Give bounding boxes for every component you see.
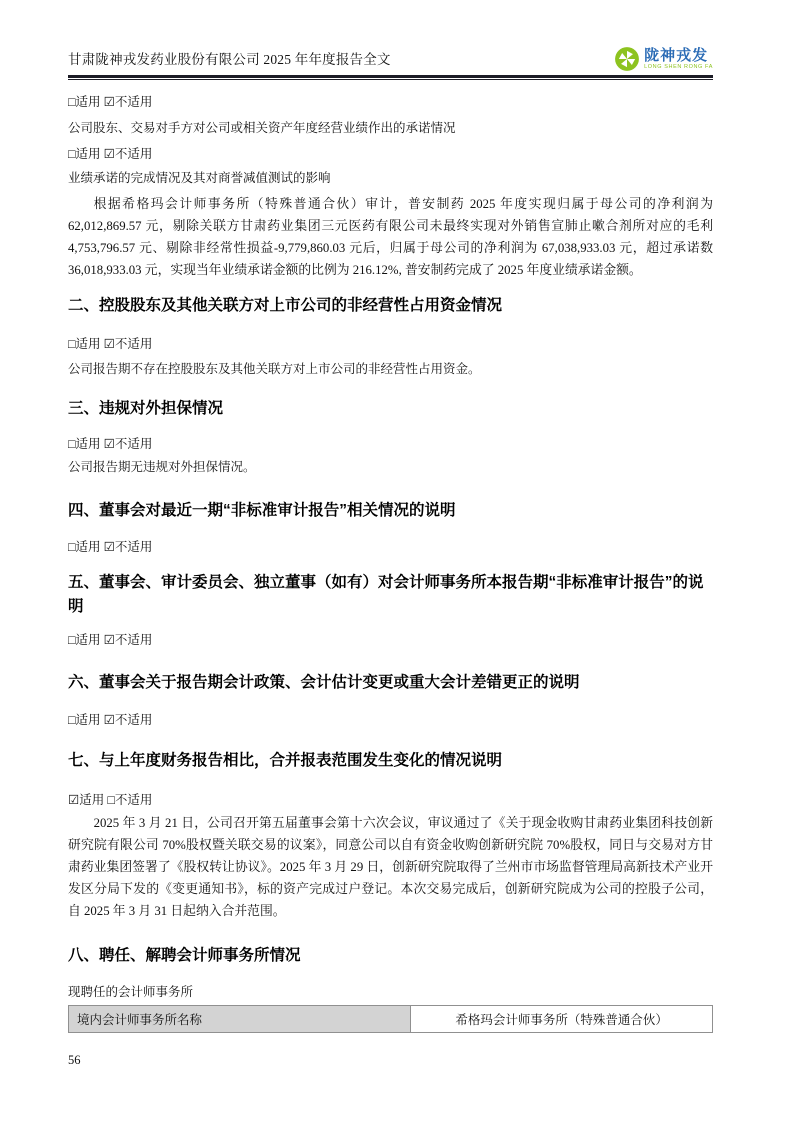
applicability-line: □适用 ☑不适用 xyxy=(68,437,153,451)
section-8-subtitle: 现聘任的会计师事务所 xyxy=(68,985,194,999)
section-title-7: 七、与上年度财务报告相比，合并报表范围发生变化的情况说明 xyxy=(68,752,503,769)
section-title-8: 八、聘任、解聘会计师事务所情况 xyxy=(68,947,301,964)
applicability-line: □适用 ☑不适用 xyxy=(68,147,153,161)
logo-en-text: LONG SHEN RONG FA xyxy=(644,63,713,70)
logo-text xyxy=(644,48,713,71)
section-title-6: 六、董事会关于报告期会计政策、会计估计变更或重大会计差错更正的说明 xyxy=(68,674,580,691)
applicability-line: □适用 ☑不适用 xyxy=(68,540,153,554)
accounting-firm-table xyxy=(68,1005,713,1033)
consolidation-scope-paragraph: 2025 年 3 月 21 日，公司召开第五届董事会第十六次会议，审议通过了《关于现金收购甘肃药业集团科技创新研究院有限公司 70%股权暨关联交易的议案》，同意公司以自有资金收购创新研究院 70%股权，同日与交易对方甘肃药业集团签署了《股权转让协议》。2025 年 3 月 29 日，创新研究院取得了兰州市市场监督管理局高新技术产业开发区分局下发的《变更通知书》，标的资产完成过户登记。本次交易完成后，创新研究院成为公司的控股子公司，自 2025 年 3 月 31 日起纳入合并范围。 xyxy=(68,816,713,918)
logo-cn-text: 陇神戎发 xyxy=(644,46,709,64)
header-rule-thin xyxy=(68,79,713,80)
report-content xyxy=(68,94,713,1033)
header-row xyxy=(68,46,713,75)
page-number: 56 xyxy=(68,1053,81,1067)
applicability-line: □适用 ☑不适用 xyxy=(68,337,153,351)
section-title-5: 五、董事会、审计委员会、独立董事（如有）对会计师事务所本报告期“非标准审计报告”的说明 xyxy=(68,574,704,615)
section-title-2: 二、控股股东及其他关联方对上市公司的非经营性占用资金情况 xyxy=(68,297,503,314)
table-row xyxy=(69,1006,713,1033)
applicability-line: □适用 ☑不适用 xyxy=(68,95,153,109)
section-3-note: 公司报告期无违规对外担保情况。 xyxy=(68,460,256,474)
section-2-note: 公司报告期不存在控股股东及其他关联方对上市公司的非经营性占用资金。 xyxy=(68,362,481,376)
applicability-line: ☑适用 □不适用 xyxy=(68,793,153,807)
section-title-3: 三、违规对外担保情况 xyxy=(68,400,224,417)
page-title: 甘肃陇神戎发药业股份有限公司 2025 年年度报告全文 xyxy=(68,52,391,67)
body-text-line: 公司股东、交易对手方对公司或相关资产年度经营业绩作出的承诺情况 xyxy=(68,121,456,135)
applicability-line: □适用 ☑不适用 xyxy=(68,633,153,647)
logo-pinwheel-icon xyxy=(614,46,640,72)
table-cell-firm-name-value: 希格玛会计师事务所（特殊普通合伙） xyxy=(411,1006,713,1033)
company-logo xyxy=(614,46,713,75)
performance-commitment-paragraph: 根据希格玛会计师事务所（特殊普通合伙）审计，普安制药 2025 年度实现归属于母公司的净利润为 62,012,869.57 元，剔除关联方甘肃药业集团三元医药有限公司未最终实现对外销售宣肺止嗽合剂所对应的毛利 4,753,796.57 元、剔除非经常性损益-9,779,860.03 元后，归属于母公司的净利润为 67,038,933.03 元，超过承诺数 36,018,933.03 元，实现当年业绩承诺金额的比例为 216.12%, 普安制药完成了 2025 年度业绩承诺金额。 xyxy=(68,197,713,277)
page-header xyxy=(68,46,713,80)
header-rule-thick xyxy=(68,75,713,78)
body-text-line: 业绩承诺的完成情况及其对商誉减值测试的影响 xyxy=(68,171,331,185)
table-cell-firm-name-label: 境内会计师事务所名称 xyxy=(69,1006,411,1033)
page-footer xyxy=(68,1052,713,1069)
applicability-line: □适用 ☑不适用 xyxy=(68,713,153,727)
section-title-4: 四、董事会对最近一期“非标准审计报告”相关情况的说明 xyxy=(68,502,456,519)
